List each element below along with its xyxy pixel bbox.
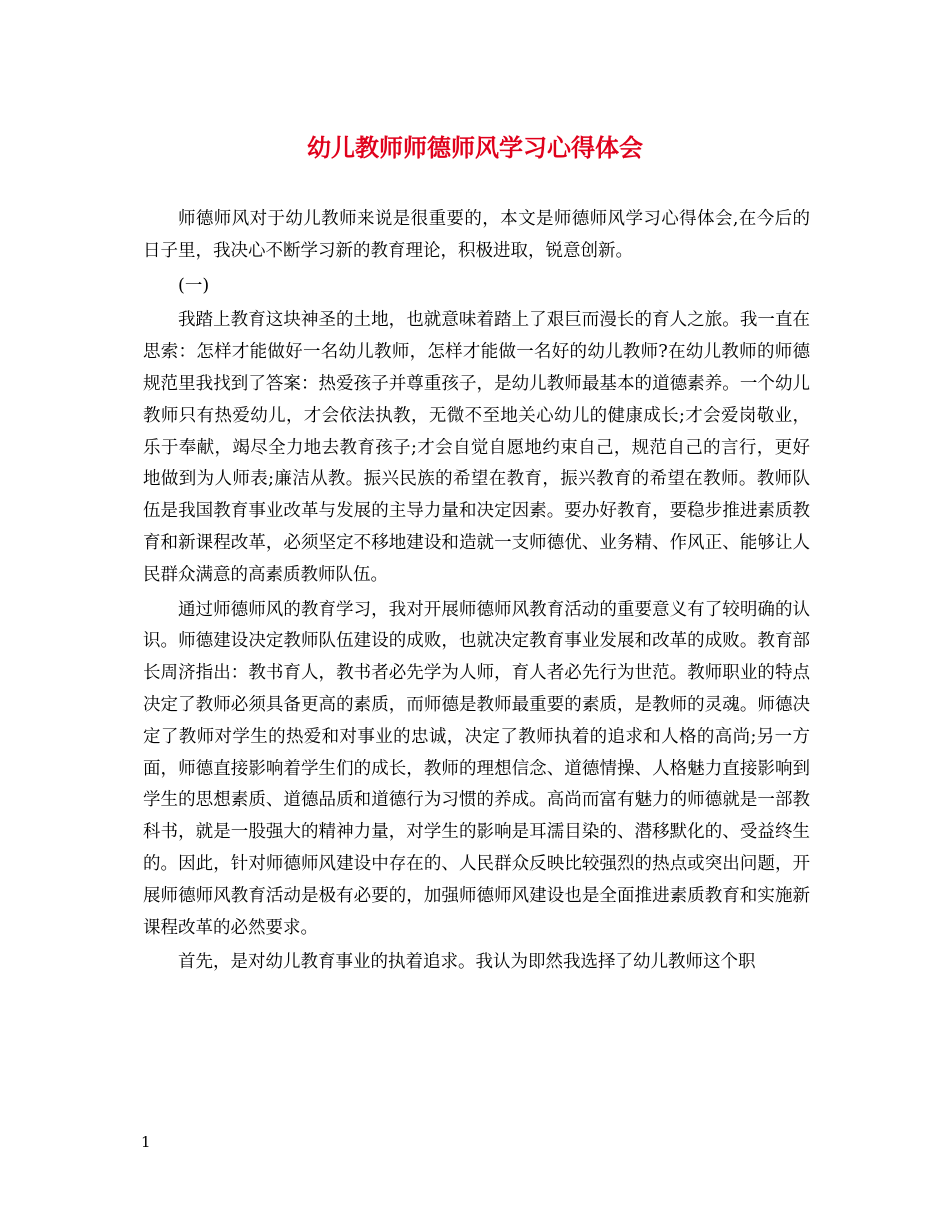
document-title: 幼儿教师师德师风学习心得体会 (307, 133, 643, 162)
section-heading: (一) (178, 275, 210, 296)
document-body (143, 204, 810, 982)
body-paragraph: 首先，是对幼儿教育事业的执着追求。我认为即然我选择了幼儿教师这个职 (178, 952, 756, 973)
body-paragraph: 通过师德师风的教育学习，我对开展师德师风教育活动的重要意义有了较明确的认识。师德建设决定教师队伍建设的成败，也就决定教育事业发展和改革的成败。教育部长周济指出：教书育人，教书者必先学为人师，育人者必先行为世范。教师职业的特点决定了教师必须具备更高的素质，而师德是教师最重要的素质，是教师的灵魂。师德决定了教师对学生的热爱和对事业的忠诚，决定了教师执着的追求和人格的高尚;另一方面，师德直接影响着学生们的成长，教师的理想信念、道德情操、人格魅力直接影响到学生的思想素质、道德品质和道德行为习惯的养成。高尚而富有魅力的师德就是一部教科书，就是一股强大的精神力量，对学生的影响是耳濡目染的、潜移默化的、受益终生的。因此，针对师德师风建设中存在的、人民群众反映比较强烈的热点或突出问题，开展师德师风教育活动是极有必要的，加强师德师风建设也是全面推进素质教育和实施新课程改革的必然要求。 (143, 599, 810, 938)
body-paragraph: 我踏上教育这块神圣的土地，也就意味着踏上了艰巨而漫长的育人之旅。我一直在思索：怎样才能做好一名幼儿教师，怎样才能做一名好的幼儿教师?在幼儿教师的师德规范里我找到了答案：热爱孩子并尊重孩子，是幼儿教师最基本的道德素养。一个幼儿教师只有热爱幼儿，才会依法执教，无微不至地关心幼儿的健康成长;才会爱岗敬业，乐于奉献，竭尽全力地去教育孩子;才会自觉自愿地约束自己，规范自己的言行，更好地做到为人师表;廉洁从教。振兴民族的希望在教育，振兴教育的希望在教师。教师队伍是我国教育事业改革与发展的主导力量和决定因素。要办好教育，要稳步推进素质教育和新课程改革，必须坚定不移地建设和造就一支师德优、业务精、作风正、能够让人民群众满意的高素质教师队伍。 (143, 310, 810, 585)
intro-paragraph: 师德师风对于幼儿教师来说是很重要的，本文是师德师风学习心得体会,在今后的日子里，我决心不断学习新的教育理论，积极进取，锐意创新。 (143, 209, 810, 261)
page-number: 1 (141, 1133, 151, 1151)
